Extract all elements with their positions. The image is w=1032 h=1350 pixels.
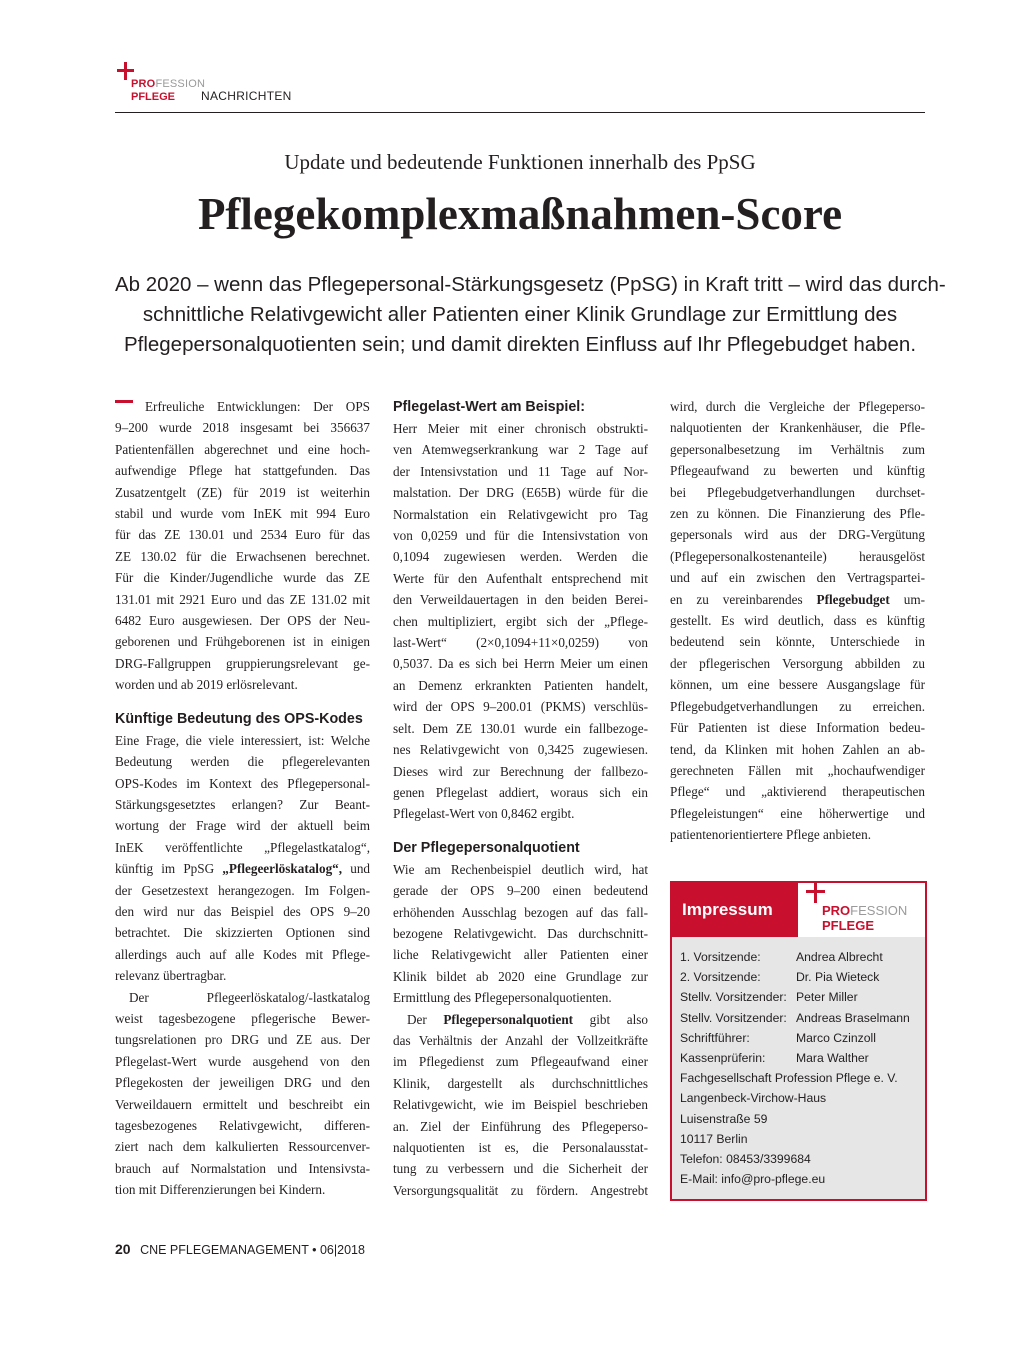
- impressum-row: [680, 1008, 920, 1028]
- text-line: Stärkungsgesetztes erlangen? Zur Beant-: [115, 796, 370, 812]
- role-label: Stellv. Vorsitzender:: [680, 1010, 787, 1025]
- text-line: Wie am Rechenbeispiel deutlich wird, hat: [393, 861, 648, 877]
- text-line: last-Wert“ (2×0,1094+11×0,0259) von: [393, 635, 648, 651]
- text-line: den Verweildauertagen in den beiden Berei-: [393, 592, 648, 608]
- text-line: Normalstation ein Relativgewicht pro Tag: [393, 506, 648, 522]
- text-line: den wird nur das Beispiel des OPS 9–20: [115, 903, 370, 919]
- text-line: bezogene Relativgewicht. Das durchschnitt-: [393, 925, 648, 941]
- text-span: künftig im PpSG: [115, 861, 223, 877]
- text-line: tungsrelationen pro DRG und ZE aus. Der: [115, 1032, 370, 1048]
- text-line: (Pflegepersonalkostenanteile) herausgelöst: [670, 548, 925, 564]
- impressum-title: Impressum: [682, 900, 773, 919]
- text-line: Verweildauern ermittelt und beschreibt ein: [115, 1096, 370, 1112]
- text-line: bei Pflegebudgetverhandlungen durchset-: [670, 484, 925, 500]
- text-line: Pflege“ und „aktivierend therapeutischen: [670, 784, 925, 800]
- issue-number: 06|2018: [319, 1243, 365, 1257]
- impressum-row: [680, 1028, 920, 1048]
- logo-line2: PFLEGE: [822, 918, 875, 933]
- role-name: Dr. Pia Wieteck: [796, 970, 880, 985]
- phone-line: Telefon: 08453/3399684: [680, 1152, 811, 1167]
- text-line: wortung der Frage wird der aktuell beim: [115, 818, 370, 834]
- spacer: [393, 825, 648, 837]
- heading-pflegepersonalquotient: Der Pflegepersonalquotient: [393, 839, 580, 856]
- text-line: [115, 858, 370, 879]
- text-line: allerdings auch auf alle Kodes mit Pflege-: [115, 946, 370, 962]
- text-line: nalquotienten ist es, die Personalausstat-: [393, 1140, 648, 1155]
- column-3: [670, 396, 925, 846]
- impressum-row: [680, 947, 920, 967]
- text-line: Pflegelast-Wert wurde ausgehend von den: [115, 1053, 370, 1069]
- text-line: das Verhältnis der Anzahl der Vollzeitkräfte: [393, 1032, 648, 1048]
- text-line: ven Atemwegserkrankung war 2 Tage auf: [393, 442, 648, 458]
- text-line: patientenorientiertere Pflege anbieten.: [670, 827, 872, 843]
- role-name: Marco Czinzoll: [796, 1030, 876, 1045]
- text-line: an. Ziel der Einführung des Pflegeperso-: [393, 1118, 648, 1134]
- text-line: gerechneten Fällen mit „hochaufwendiger: [670, 762, 925, 778]
- text-line: relevanz übertragbar.: [115, 968, 227, 984]
- role-label: Schriftführer:: [680, 1030, 750, 1045]
- text-line: genen Pflegelast addiert, woraus sich ein: [393, 784, 648, 800]
- address-line: Fachgesellschaft Profession Pflege e. V.: [680, 1071, 898, 1086]
- text-line: brauch auf Normalstation und Intensivsta-: [115, 1160, 370, 1176]
- role-label: 2. Vorsitzende:: [680, 970, 761, 985]
- text-line: gestellt. Es wird deutlich, dass es künftig: [670, 613, 925, 629]
- article-lead: [115, 270, 946, 360]
- cross-icon: [814, 883, 817, 903]
- logo-line2: PFLEGE: [131, 91, 176, 103]
- text-line: tagesbezogenes Relativgewicht, differen-: [115, 1118, 370, 1133]
- text-line: Werte für den Aufenthalt entsprechend mit: [393, 570, 648, 586]
- address-line: Luisenstraße 59: [680, 1111, 768, 1126]
- text-line: an Demenz erkrankten Patienten handelt,: [393, 677, 648, 693]
- text-line: worden und ab 2019 erlösrelevant.: [115, 677, 298, 693]
- text-line: 0,1094 zugewiesen werden. Werden die: [393, 549, 648, 565]
- text-line: 6482 Euro ausgewiesen. Der OPS der Neu-: [115, 613, 370, 629]
- bold-term: Pflegepersonalquotient: [443, 1011, 574, 1027]
- text-line: 0,5037. Da es sich bei Herrn Meier um einen: [393, 656, 648, 672]
- magazine-name: CNE PFLEGEMANAGEMENT: [140, 1243, 309, 1257]
- text-line: nes Relativgewicht von 0,3425 zugewiesen.: [393, 742, 648, 758]
- text-line: von 0,0259 und für die Intensivstation von: [393, 528, 648, 544]
- page-number: 20: [115, 1241, 131, 1257]
- heading-pflegelast-wert: Pflegelast-Wert am Beispiel:: [393, 399, 586, 415]
- text-line: Für Patienten ist diese Information bedeu-: [670, 720, 925, 736]
- text-line: Pflegeleistungen“ eine höherwertige und: [670, 805, 925, 821]
- text-line: Dieses wird zur Berechnung der fallbezo-: [393, 763, 648, 779]
- page-footer: [115, 1241, 365, 1257]
- role-name: Peter Miller: [796, 990, 858, 1005]
- spacer: [115, 696, 370, 708]
- text-span: Der: [407, 1011, 444, 1027]
- text-line: wird der OPS 9–200.01 (PKMS) verschlüs-: [393, 699, 648, 715]
- column-2: [393, 396, 648, 1201]
- lead-line: schnittliche Relativgewicht aller Patienten einer Klinik Grundlage zur Ermittlung des: [142, 303, 898, 326]
- header-divider: [115, 112, 925, 113]
- text-line: OPS-Kodes im Kontext des Pflegepersonal-: [115, 775, 370, 791]
- text-line: erhöhenden Ausschlag bezogen auf das fall-: [393, 904, 648, 920]
- text-line: Pflegekosten der jeweiligen DRG und den: [115, 1075, 370, 1091]
- text-line: der Gesetzestext herangezogen. Im Folgen-: [115, 882, 370, 898]
- text-line: können, um eine bessere Ausgangslage für: [670, 677, 925, 693]
- role-name: Andreas Braselmann: [796, 1010, 910, 1025]
- text-line: ZE 130.02 für die Erwachsenen berechnet.: [115, 548, 370, 564]
- text-line: InEK veröffentlichte „Pflegelastkatalog“,: [115, 839, 370, 855]
- text-line: im Pflegedienst zum Pflegeaufwand einer: [393, 1054, 648, 1070]
- text-line: für das ZE 130.01 und 2534 Euro für das: [115, 527, 370, 543]
- red-dash-marker: [115, 400, 133, 403]
- bold-term: „Pflegeerlöskatalog“,: [222, 861, 343, 877]
- text-line: Pflegeaufwand zu bewerten und künftig: [670, 463, 925, 479]
- text-span: Erfreuliche Entwicklungen: Der OPS: [145, 399, 370, 414]
- logo-fession: FESSION: [850, 903, 908, 918]
- text-line: gepersonals wird aus der DRG-Vergütung: [670, 527, 925, 543]
- role-label: Kassenprüferin:: [680, 1051, 766, 1066]
- address-line: Langenbeck-Virchow-Haus: [680, 1091, 827, 1106]
- text-line: [115, 396, 370, 417]
- heading-ops-kodes: Künftige Bedeutung des OPS-Kodes: [115, 710, 363, 727]
- impressum-logo: [798, 883, 925, 937]
- text-span: en zu vereinbarendes: [670, 591, 817, 607]
- text-line: Bedeutung werden die pflegerelevanten: [115, 754, 370, 770]
- text-line: Eine Frage, die viele interessiert, ist: Welche: [115, 732, 370, 748]
- text-line: Pflegebudgetverhandlungen zu erreichen.: [670, 698, 925, 714]
- article-subtitle: Update und bedeutende Funktionen innerhalb des PpSG: [284, 150, 756, 174]
- text-line: zen zu können. Die Finanzierung des Pfle-: [670, 506, 925, 522]
- text-line: Der Pflegeerlöskatalog/-lastkatalog: [129, 989, 370, 1005]
- text-span: und: [342, 861, 371, 877]
- email-line: E-Mail: info@pro-pflege.eu: [680, 1172, 826, 1187]
- text-span: gibt also: [573, 1011, 648, 1027]
- text-line: malstation. Der DRG (E65B) würde für die: [393, 485, 648, 501]
- text-line: stabil und wurde vom InEK mit 994 Euro: [115, 506, 370, 522]
- text-line: [670, 589, 925, 610]
- logo-fession: FESSION: [155, 78, 206, 90]
- text-line: tend, da Klinken mit hohen Zahlen an ab-: [670, 741, 925, 757]
- bold-term: Pflegebudget: [816, 591, 890, 607]
- text-line: wird, durch die Vergleiche der Pflegeperso-: [670, 399, 925, 414]
- text-line: gepersonalbesetzung im Verhältnis zum: [670, 441, 925, 457]
- text-line: Pflegelast-Wert von 0,8462 ergibt.: [393, 806, 575, 822]
- text-line: Klinik bildet ab 2020 eine Grundlage zur: [393, 968, 648, 984]
- logo-pro: PRO: [822, 903, 851, 918]
- impressum-header: [672, 883, 925, 937]
- footer-bullet: •: [312, 1243, 317, 1257]
- logo-pro: PRO: [131, 78, 156, 90]
- text-line: Herr Meier mit einer chronisch obstrukti-: [393, 421, 648, 436]
- lead-line: Pflegepersonalquotienten sein; und damit direkten Einfluss auf Ihr Pflegebudget haben.: [123, 333, 917, 356]
- text-line: ziert nach dem kalkulierten Ressourcenver-: [115, 1139, 370, 1155]
- impressum-row: [680, 987, 920, 1007]
- text-line: betrachtet. Die skizzierten Optionen sind: [115, 925, 370, 941]
- role-name: Andrea Albrecht: [796, 950, 883, 964]
- text-line: geborenen und Frühgeborenen ist in einigen: [115, 634, 370, 650]
- text-line: Zusatzentgelt (ZE) für 2019 ist weiterhin: [115, 484, 370, 500]
- cross-icon-bar: [806, 890, 825, 893]
- profession-pflege-logo: [115, 62, 206, 104]
- logo-line1: [131, 78, 205, 90]
- role-name: Mara Walther: [796, 1051, 869, 1066]
- text-line: chen multipliziert, ergibt sich der „Pflege-: [393, 613, 648, 629]
- logo-line1: [822, 903, 907, 918]
- lead-line: Ab 2020 – wenn das Pflegepersonal-Stärkungsgesetz (PpSG) in Kraft tritt – wird das durch-: [115, 273, 946, 296]
- text-span: um-: [889, 591, 925, 607]
- text-line: Klinik, dargestellt als durchschnittliches: [393, 1075, 648, 1091]
- text-line: weist tagesbezogene pflegerische Bewer-: [115, 1010, 370, 1026]
- text-line: bedeutend sein könnte, Unterschiede in: [670, 634, 925, 650]
- text-line: nalquotienten der Krankenhäuser, die Pfle-: [670, 420, 925, 436]
- text-line: Ermittlung des Pflegepersonalquotienten.: [393, 990, 612, 1006]
- text-line: Für die Kinder/Jugendliche wurde das ZE: [115, 570, 370, 586]
- text-line: tung zu verbessern und die Sicherheit der: [393, 1161, 648, 1177]
- section-label: NACHRICHTEN: [201, 89, 292, 103]
- text-line: selt. Dem ZE 130.01 wurde ein fallbezoge-: [393, 720, 648, 736]
- impressum-body: [680, 947, 920, 1189]
- column-1: [115, 396, 370, 1201]
- role-label: 1. Vorsitzende:: [680, 950, 761, 964]
- impressum-row: [680, 1048, 920, 1068]
- text-line: tion mit Differenzierungen bei Kindern.: [115, 1182, 326, 1198]
- text-line: 9–200 wurde 2018 insgesamt bei 356637: [115, 420, 370, 436]
- article-title: Pflegekomplexmaßnahmen-Score: [197, 189, 843, 239]
- cross-icon-bar: [117, 69, 134, 72]
- text-line: Patientenfällen abgerechnet und eine hoch-: [115, 441, 370, 457]
- address-line: 10117 Berlin: [680, 1131, 748, 1146]
- text-line: Relativgewicht, wie im Beispiel beschrieben: [393, 1097, 648, 1113]
- text-line: aufwendige Pflege hat stattgefunden. Das: [115, 463, 370, 479]
- text-line: gerade der OPS 9–200 einen bedeutend: [393, 883, 648, 899]
- text-line: [393, 1009, 648, 1030]
- impressum-row: [680, 967, 920, 987]
- role-label: Stellv. Vorsitzender:: [680, 990, 787, 1005]
- impressum-box: [670, 881, 927, 1201]
- text-line: der pflegerischen Versorgung abbilden zu: [670, 655, 925, 671]
- text-line: liche Relativgewicht aller Patienten einer: [393, 947, 648, 963]
- text-line: 131.01 mit 2921 Euro und das ZE 131.02 mit: [115, 591, 370, 607]
- text-line: und auf ein zwischen den Vertragspartei-: [670, 570, 925, 586]
- text-line: der Intensivstation und 11 Tage auf Nor-: [393, 463, 648, 479]
- text-line: DRG-Fallgruppen gruppierungsrelevant ge-: [115, 655, 370, 671]
- text-line: Versorgungsqualität zu fördern. Angestrebt: [393, 1182, 648, 1198]
